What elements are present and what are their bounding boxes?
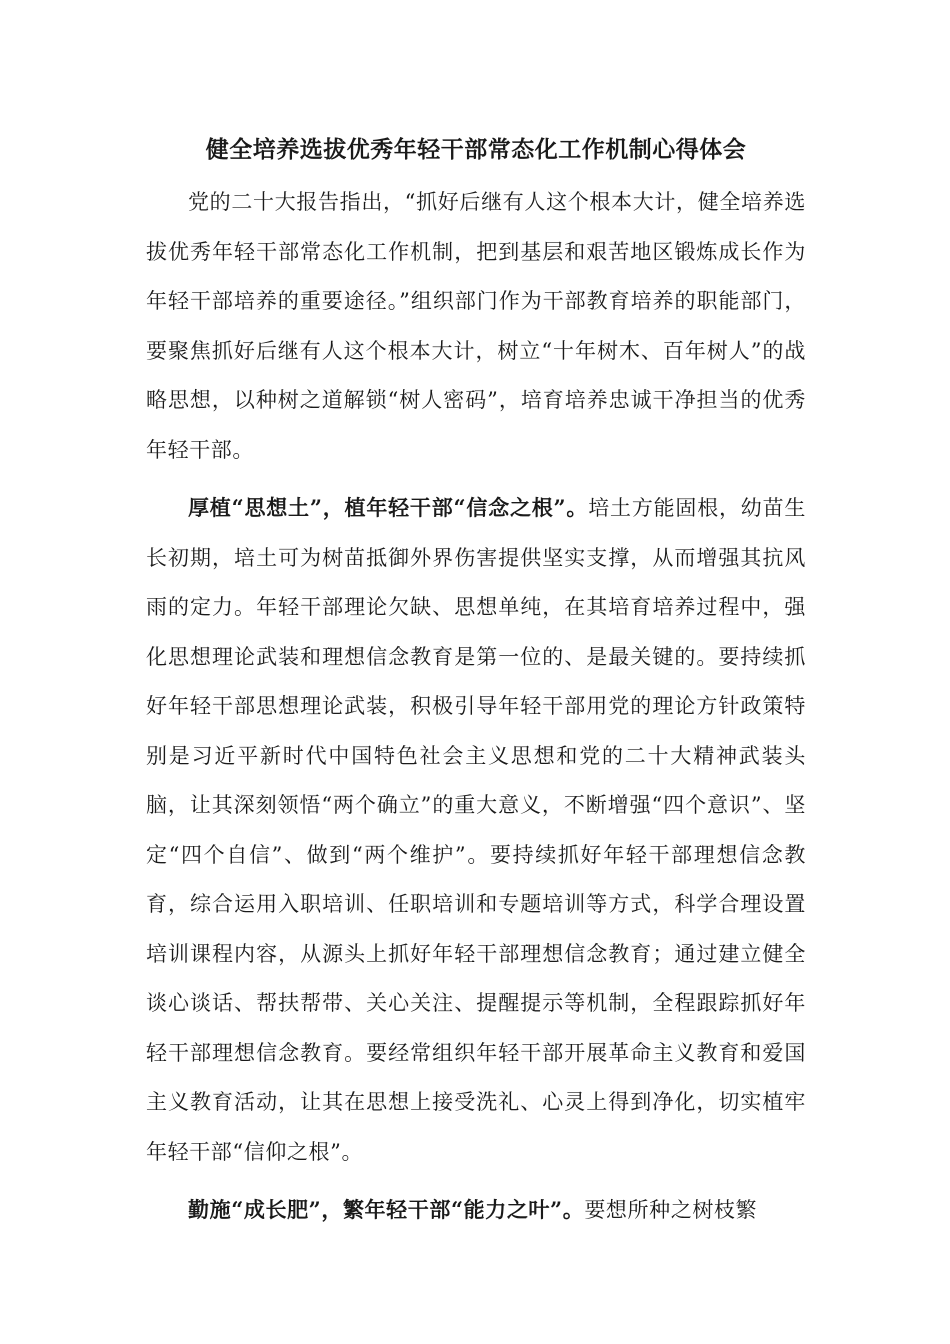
section-1-paragraph [146,483,806,1177]
section-2-body: 要想所种之树枝繁 [584,1198,758,1222]
section-1-heading: 厚植“思想土”，植年轻干部“信念之根”。 [188,495,589,520]
section-2-paragraph [146,1185,806,1236]
section-1-body: 培土方能固根，幼苗生长初期，培土可为树苗抵御外界伤害提供坚实支撑，从而增强其抗风雨的定力。年轻干部理论欠缺、思想单纯，在其培育培养过程中，强化思想理论武装和理想信念教育是第一位的、是最关键的。要持续抓好年轻干部思想理论武装，积极引导年轻干部用党的理论方针政策特别是习近平新时代中国特色社会主义思想和党的二十大精神武装头脑，让其深刻领悟“两个确立”的重大意义，不断增强“四个意识”、坚定“四个自信”、做到“两个维护”。要持续抓好年轻干部理想信念教育，综合运用入职培训、任职培训和专题培训等方式，科学合理设置培训课程内容，从源头上抓好年轻干部理想信念教育；通过建立健全谈心谈话、帮扶帮带、关心关注、提醒提示等机制，全程跟踪抓好年轻干部理想信念教育。要经常组织年轻干部开展革命主义教育和爱国主义教育活动，让其在思想上接受洗礼、心灵上得到净化，切实植牢年轻干部“信仰之根”。 [146,496,806,1164]
document-content [146,128,806,1244]
document-title: 健全培养选拔优秀年轻干部常态化工作机制心得体会 [205,136,747,163]
intro-paragraph: 党的二十大报告指出，“抓好后继有人这个根本大计，健全培养选拔优秀年轻干部常态化工作机制，把到基层和艰苦地区锻炼成长作为年轻干部培养的重要途径。”组织部门作为干部教育培养的职能部门，要聚焦抓好后继有人这个根本大计，树立“十年树木、百年树人”的战略思想，以种树之道解锁“树人密码”，培育培养忠诚干净担当的优秀年轻干部。 [146,190,806,462]
section-2-heading: 勤施“成长肥”，繁年轻干部“能力之叶”。 [188,1197,585,1222]
